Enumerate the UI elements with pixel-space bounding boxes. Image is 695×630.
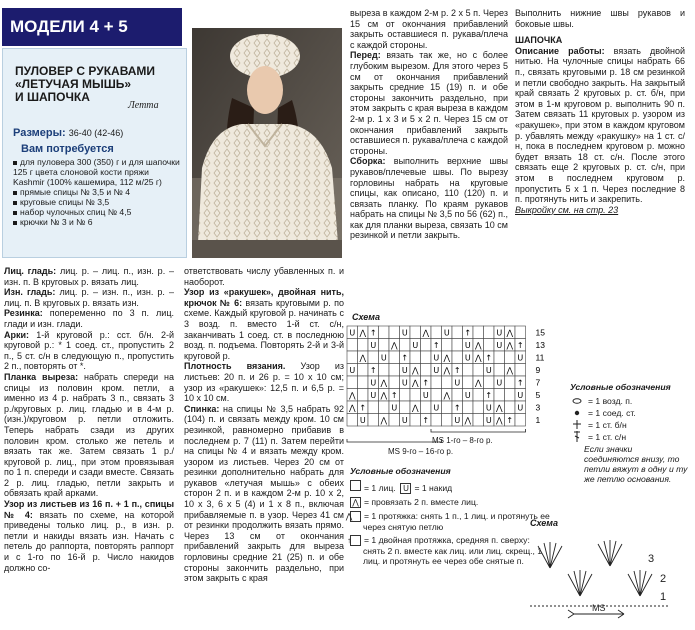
chart-cell xyxy=(484,339,495,352)
rapport-label-1: MS 1-го – 8-го р. xyxy=(432,436,493,445)
chart-cell xyxy=(389,351,400,364)
chart-symbol: U xyxy=(464,341,471,350)
legend-knitting: Условные обозначения = 1 лиц. U = 1 накид ⋀ = провязать 2 п. вместе лиц. ⋀ = 1 протяжка: снять 1 п., 1 лиц. и протянуть ее через снятую петлю ↑ = 1 двойная протяжка, средняя п. сверху: снять 2 п. вместе как лиц. или лиц. скрещ., 1 лиц. и протянуть ее через обе снятые п. xyxy=(345,466,550,566)
chart-cell xyxy=(368,351,379,364)
list-item: набор чулочных спиц № 4,5 xyxy=(13,207,181,217)
chart-symbol: U xyxy=(422,391,429,400)
chart-cell xyxy=(505,376,516,389)
chart-symbol: U xyxy=(464,391,471,400)
chart-cell xyxy=(389,364,400,377)
rapport-bracket-2 xyxy=(347,439,442,442)
chart-cell xyxy=(421,401,432,414)
chart-symbol: U xyxy=(464,353,471,363)
chart-symbol: U xyxy=(370,391,377,400)
chart-symbol: ⋀ xyxy=(359,353,367,363)
chart-cell xyxy=(442,414,453,427)
chart-cell xyxy=(389,326,400,339)
shell-1 xyxy=(538,542,562,568)
chart-cell xyxy=(431,376,442,389)
model-title: ПУЛОВЕР С РУКАВАМИ «ЛЕТУЧАЯ МЫШЬ» И ШАПОЧКА xyxy=(15,64,156,104)
section-title: МОДЕЛИ 4 + 5 xyxy=(10,17,128,36)
chart-symbol: U xyxy=(412,341,419,350)
text-column-3: выреза в каждом 2-м р. 2 х 5 п. Через 15 см от окончания прибавлений закрыть оставшиеся п. рукава/плеча с каждой стороны. Перед: вязать так же, но с более глубоким вырезом. Для этого через 5 см от окончания прибавлений закрыть средние 15 (19) п. и обе стороны закончить раздельно, при этом закрыть с края выреза в каждом 2-м р. 1 х 3 и 5 х 2 п. Через 15 см от окончания прибавлений закрыть оставшиеся п. рукава/плеча с каждой стороны. Сборка: выполнить верхние швы рукавов/плечевые швы. По вырезу горловины набрать на круговые спицы, как описано, 110 (120) п. и связать планку. По краям рукавов набрать на спицы № 3,5 по 56 (62) п., как для планки выреза, связать 10 см резинкой и петли закрыть. xyxy=(350,8,508,241)
chart-symbol: U xyxy=(349,328,356,338)
chart-symbol: ↑ xyxy=(464,328,472,338)
chart-cell xyxy=(452,389,463,402)
chart-symbol: ⋀ xyxy=(411,366,419,375)
chart-symbol: U xyxy=(443,328,450,338)
chart-cell xyxy=(410,351,421,364)
knitting-chart xyxy=(345,322,595,444)
chart-cell xyxy=(473,326,484,339)
legend-crochet: Условные обозначения = 1 возд. п. = 1 соед. ст. = 1 ст. б/н = 1 ст. с/н Если значки соединяются внизу, то петли вяжут в одну и ту же петлю основания. xyxy=(570,382,688,484)
chart-symbol: ↑ xyxy=(453,403,461,413)
chart-symbol: ⋀ xyxy=(474,353,482,363)
chart-symbol: U xyxy=(433,353,440,363)
chart-cell xyxy=(431,389,442,402)
chart-symbol: ↑ xyxy=(516,341,524,350)
chart-cell xyxy=(473,414,484,427)
chart-symbol: U xyxy=(433,403,440,413)
chart-symbol: ⋀ xyxy=(506,341,514,350)
chart-symbol: ↑ xyxy=(390,391,398,400)
chart-symbol: ⋀ xyxy=(411,403,419,413)
chart-symbol: ⋀ xyxy=(380,391,388,400)
pattern-link[interactable]: Выкройку см. на стр. 23 xyxy=(515,204,619,215)
chart-symbol: U xyxy=(380,353,387,363)
chart-cell xyxy=(494,351,505,364)
chart-symbol: ↑ xyxy=(453,366,461,375)
chart-cell xyxy=(389,376,400,389)
list-item: крючки № 3 и № 6 xyxy=(13,217,181,227)
chart-cell xyxy=(358,389,369,402)
watermark: Летта xyxy=(128,100,159,111)
chart-cell xyxy=(494,389,505,402)
chart-row-label: 13 xyxy=(535,340,545,350)
chart-symbol: ↑ xyxy=(401,353,409,363)
chart-cell xyxy=(358,376,369,389)
chart-cell xyxy=(505,389,516,402)
chart-row-label: 3 xyxy=(535,402,541,413)
chart-cell xyxy=(484,376,495,389)
chart-symbol: U xyxy=(517,391,524,400)
chart-symbol: U xyxy=(517,353,524,363)
chart-symbol: U xyxy=(517,403,524,413)
chart-row-label: 11 xyxy=(535,352,545,363)
chart-symbol: ⋀ xyxy=(443,353,451,363)
chart-cell xyxy=(358,339,369,352)
chart-cell xyxy=(442,376,453,389)
chart-cell xyxy=(421,364,432,377)
chart-cell xyxy=(400,339,411,352)
sizes: Размеры: 36-40 (42-46) xyxy=(13,127,124,139)
rapport-label-2: MS 9-го – 16-го р. xyxy=(388,447,454,456)
materials-heading: Вам потребуется xyxy=(21,143,114,155)
chart-symbol: ↑ xyxy=(369,366,377,375)
chart-symbol: ⋀ xyxy=(443,391,451,400)
crochet-row-label: 3 xyxy=(648,553,655,565)
chart-cell xyxy=(421,351,432,364)
chart-symbol: U xyxy=(401,378,408,388)
chart-symbol: ⋀ xyxy=(422,328,430,338)
chart-cell xyxy=(431,326,442,339)
chart-cell xyxy=(379,339,390,352)
crochet-diagram xyxy=(520,530,690,622)
chart-symbol: ⋀ xyxy=(411,378,419,388)
chart-symbol: ↑ xyxy=(485,353,493,363)
chart-cell xyxy=(347,351,358,364)
chart-symbol: U xyxy=(359,416,366,425)
chart-symbol: U xyxy=(433,366,440,375)
chart-cell xyxy=(410,326,421,339)
chart-symbol: U xyxy=(496,378,503,388)
chart-cell xyxy=(421,339,432,352)
chart-cell xyxy=(400,389,411,402)
chart-symbol: ⋀ xyxy=(506,366,514,375)
text-column-1: Лиц. гладь: лиц. р. – лиц. п., изн. р. – изн. п. В круговых р. вязать лиц. Изн. гладь: лиц. р. – изн. п., изн. р. – лиц. п. В круговых р. вязать изн. Резинка: попеременно по 3 п. лиц. глади и изн. глади. Арки: 1-й круговой р.: сст. б/н. 2-й круговой р.: * 1 соед. ст., пропустить 2 п., 5 ст. с/н в следующую п., пропустить 2 п., повторять от *. Планка выреза: набрать спереди на спицы из половин кром. петли, а именно из 4 р. набрать 3 п., связать 3 р./круговых р. лиц. гладью и в 4-м р. (изн.)/круговом р. петли отложить. Теперь набрать сзади из других половин кром. столько же петель и вязать так же. Затем связать 1 р./круговой р. лиц., при этом провязывая по 1 п. спереди и сзади вместе. Связать 2 р. лиц. гладью, петли закрыть и обвязать край арками. Узор из листьев из 16 п. + 1 п., спицы № 4: вязать по схеме, на которой приведены только лиц. р., в изн. р. петли и накиды вязать изн. Начать с петель до раппорта, повторять раппорт и с 1-го по 16-й р. Число накидов должно со- xyxy=(4,266,175,573)
chart-symbol: ↑ xyxy=(422,378,430,388)
text-column-4: Выполнить нижние швы рукавов и боковые швы. ШАПОЧКА Описание работы: вязать двойной нитью. На чулочные спицы набрать 66 п., связать круговыми р. 18 см резинкой и петли свободно закрыть. На закрытый край связать 2 круговых р. ст. б/н, при этом в 1-м круговом р. выполнить 90 п. Затем связать 11 круговых р. узором из «ракушек», при этом в каждом круговом р. убавлять между «ракушку» на 1 ст. с/н, пока в последнем круговом р. можно будет вязать 18 ст. с/н. После этого связать еще 2 круговых р. ст. с/н, при этом в последнем круговом р. пропустить 5 х 1 п. Через последние 8 п. протянуть нить и закрепить. Выкройку см. на стр. 23 xyxy=(515,8,685,215)
chart-cell xyxy=(442,339,453,352)
chart-symbol: ↑ xyxy=(485,391,493,400)
chart-cell xyxy=(515,414,526,427)
materials-list xyxy=(13,157,181,227)
chart-cell xyxy=(400,401,411,414)
chart-symbol: ⋀ xyxy=(380,378,388,388)
chart-symbol: U xyxy=(454,378,461,388)
chart-cell xyxy=(452,351,463,364)
chart-cell xyxy=(389,414,400,427)
chart-symbol: ↑ xyxy=(516,378,524,388)
chart-symbol: U xyxy=(496,341,503,350)
chart-symbol: ⋀ xyxy=(495,416,503,425)
text-column-2: ответствовать числу убавленных п. и наоборот. Узор из «ракушек», двойная нить, крючок № 6: вязать круговыми р. по схеме. Каждый круговой р. начинать с 3 возд. п. вместо 1-й ст. с/н, заканчивать 1 соед. ст. в последнюю возд. п. подъема. Повторять 2-й и 3-й круговой р. Плотность вязания. Узор из листьев: 20 п. и 26 р. = 10 х 10 см; узор из «ракушек»: 12,5 п. и 6,5 р. = 10 х 10 см. Спинка: на спицы № 3,5 набрать 92 (104) п. и связать между кром. 10 см резинкой, равномерно прибавив в последнем р. 7 (11) п. Затем перейти на спицы № 4 и вязать между кром. узором из листьев. Через 20 см от резинки дополнительно набрать для рукавов «летучая мышь» с обеих сторон 2 п. и в каждом 2-м р. 10 х 2, 10 х 3, 6 х 5 (4) и 1 х 8 п., включая прибавляемые п. в узор. Через 41 см от резинки продолжить вязать прямо. Через 13 см от окончания прибавлений закрыть для выреза горловины средние 21 (25) п. и обе стороны закончить раздельно, при этом закрыть с края xyxy=(184,266,344,584)
chart-cell xyxy=(515,326,526,339)
chart-cell xyxy=(463,401,474,414)
chart-row-label: 1 xyxy=(535,415,541,425)
crochet-row-label: 2 xyxy=(660,573,667,585)
chart-cell xyxy=(347,414,358,427)
chart-symbol: U xyxy=(401,366,408,375)
chart-symbol: ⋀ xyxy=(390,341,398,350)
chart-cell xyxy=(379,326,390,339)
chart-symbol: ⋀ xyxy=(359,328,367,338)
chart-symbol: ⋀ xyxy=(348,391,356,400)
chart-cell xyxy=(515,364,526,377)
chart-symbol: ↑ xyxy=(359,403,367,413)
chart-symbol: U xyxy=(485,366,492,375)
chart-cell xyxy=(368,414,379,427)
chart-symbol: ⋀ xyxy=(474,378,482,388)
list-item: для пуловера 300 (350) г и для шапочки 125 г цвета слоновой кости пряжи Kashmir (100% кашемира, 112 м/25 г) xyxy=(13,157,180,187)
rapport-bracket-1 xyxy=(431,429,526,432)
crochet-ms-label: MS xyxy=(592,603,606,613)
chart-symbol: U xyxy=(370,378,377,388)
chart-row-label: 5 xyxy=(535,390,541,400)
chart-symbol: U xyxy=(391,403,398,413)
chart-symbol: ↑ xyxy=(432,341,440,350)
chart-symbol: U xyxy=(370,341,377,350)
chart-cell xyxy=(452,339,463,352)
chart-symbol: ↑ xyxy=(506,416,514,425)
chart-cell xyxy=(368,401,379,414)
chart-symbol: ⋀ xyxy=(474,341,482,350)
chart-symbol: ⋀ xyxy=(506,328,514,338)
chart-cell xyxy=(473,401,484,414)
chart-row-label: 9 xyxy=(535,365,541,375)
chart-cell xyxy=(494,364,505,377)
chart-cell xyxy=(452,326,463,339)
chart-symbol: U xyxy=(485,403,492,413)
chart-cell xyxy=(410,414,421,427)
model-photo xyxy=(192,28,342,258)
info-box xyxy=(2,48,187,258)
shell-2 xyxy=(598,540,622,566)
chart-symbol: U xyxy=(496,328,503,338)
chart-cell xyxy=(505,401,516,414)
chart-cell xyxy=(431,414,442,427)
chart-symbol: U xyxy=(401,328,408,338)
chart-title: Схема xyxy=(352,312,380,322)
crochet-row-label: 1 xyxy=(660,591,667,603)
chart-symbol: U xyxy=(349,366,356,375)
chart-row-label: 15 xyxy=(535,327,545,338)
section-header xyxy=(2,8,182,46)
chart-symbol: ↑ xyxy=(422,416,430,425)
chart-cell xyxy=(410,389,421,402)
crochet-title: Схема xyxy=(530,518,558,528)
chart-symbol: ⋀ xyxy=(380,416,388,425)
shell-4 xyxy=(628,570,652,596)
list-item: круговые спицы № 3,5 xyxy=(13,197,181,207)
chart-symbol: U xyxy=(401,416,408,425)
chart-cell xyxy=(463,364,474,377)
chart-cell xyxy=(505,351,516,364)
chart-symbol: ↑ xyxy=(369,328,377,338)
chart-cell xyxy=(484,326,495,339)
chart-cell xyxy=(379,364,390,377)
chart-cell xyxy=(358,364,369,377)
chart-symbol: ⋀ xyxy=(348,403,356,413)
chart-symbol: ⋀ xyxy=(464,416,472,425)
chart-cell xyxy=(463,376,474,389)
chart-symbol: ⋀ xyxy=(443,366,451,375)
chart-symbol: U xyxy=(485,416,492,425)
chart-cell xyxy=(347,339,358,352)
chart-cell xyxy=(473,389,484,402)
chart-cell xyxy=(442,401,453,414)
chart-cell xyxy=(347,376,358,389)
chart-row-label: 7 xyxy=(535,377,541,388)
shell-3 xyxy=(568,570,592,596)
chart-cell xyxy=(379,401,390,414)
chart-symbol: U xyxy=(454,416,461,425)
list-item: прямые спицы № 3,5 и № 4 xyxy=(13,187,181,197)
chart-symbol: ⋀ xyxy=(495,403,503,413)
chart-cell xyxy=(473,364,484,377)
